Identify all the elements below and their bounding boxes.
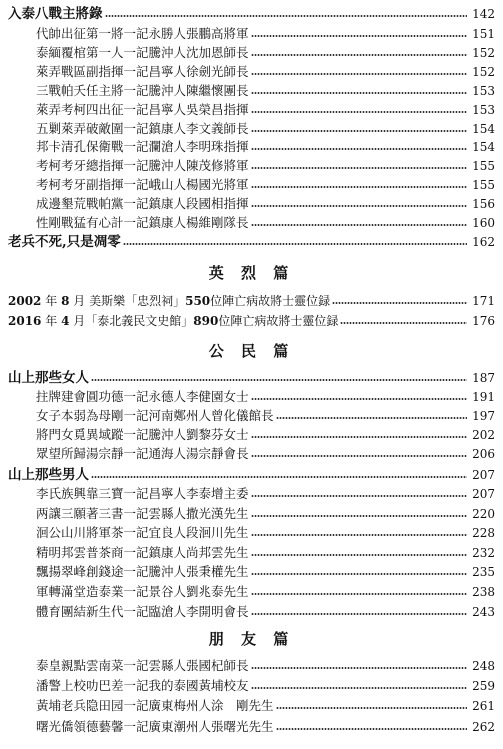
toc-title: 黃埔老兵隐田园一記廣東梅州人涂 剛先生 (36, 698, 274, 714)
toc-page-number: 259 (472, 679, 495, 694)
toc-entry[interactable] (0, 656, 503, 674)
toc-title: 代帥出征第一將一記永勝人張鵬高將軍 (36, 26, 249, 41)
toc-title: 考柯考牙副指揮一記峨山人楊國光將軍 (36, 177, 249, 193)
dot-leader (251, 612, 467, 616)
toc-entry[interactable] (0, 387, 503, 405)
toc-title: 2002 年 8 月 美斯樂「忠烈祠」550位陣亡病故將士靈位録 (8, 294, 331, 308)
toc-title: 萊弄戰區副指揮一記昌寧人徐劍光師長 (36, 63, 249, 79)
toc-title: 體育團結新生代一記臨滄人李開明會長 (36, 603, 249, 619)
dot-leader (251, 204, 467, 208)
dot-leader (251, 666, 467, 670)
toc-page-number: 152 (472, 64, 495, 79)
toc-title: 成邊墾荒戰帕黨一記鎮康人段國相指揮 (36, 196, 249, 212)
dot-leader (251, 572, 467, 576)
dot-leader (251, 592, 467, 596)
dot-leader (332, 301, 467, 305)
toc-entry[interactable] (0, 504, 503, 522)
toc-title: 眾望所歸湯宗靜一記通海人湯宗靜會長 (36, 446, 249, 461)
toc-page-number: 207 (472, 468, 495, 482)
toc-title: 萊弄考柯四出征一記昌寧人吳榮昌指揮 (36, 101, 249, 117)
toc-page-number: 220 (472, 506, 495, 521)
toc-entry[interactable] (0, 602, 503, 620)
toc-entry[interactable] (0, 119, 503, 137)
toc-title: 潘警上校叻巴差一記我的泰國黃埔校友 (36, 678, 249, 694)
toc-entry[interactable] (0, 62, 503, 80)
toc-title: 山上那些女人 (8, 370, 89, 386)
dot-leader (251, 91, 467, 95)
toc-entry-year-2002[interactable] (0, 291, 503, 309)
part-heading-heroes: 英 烈 篇 (208, 264, 295, 282)
toc-title: 入泰八戰主將錄 (8, 6, 103, 22)
toc-title: 泰皇親點雲南菜一記雲縣人張國杞師長 (36, 658, 249, 673)
toc-title: 飄揚翠峰創錢途一記騰沖人張秉權先生 (36, 564, 249, 580)
toc-title: 五剿萊弄破敵圍一記鎮康人李文義師長 (36, 120, 249, 136)
dot-leader (276, 706, 467, 710)
toc-title: 李氏族興靠三寶一記昌寧人李泰增主委 (36, 486, 249, 501)
toc-entry[interactable] (0, 562, 503, 580)
part-heading-citizens: 公 民 篇 (208, 342, 295, 360)
toc-page-number: 197 (472, 409, 495, 423)
toc-entry[interactable] (0, 81, 503, 99)
toc-title: 曙光僑領德藝馨一記廣東潮州人張曙光先生 (36, 718, 274, 734)
toc-entry[interactable] (0, 717, 503, 735)
dot-leader (251, 553, 467, 557)
toc-entry[interactable] (0, 543, 503, 561)
toc-title: 邦卡清孔保衛戰一記瀾滄人李明珠指揮 (36, 139, 249, 155)
dot-leader (91, 378, 467, 382)
toc-entry[interactable] (0, 406, 503, 424)
dot-leader (251, 53, 467, 57)
toc-title: 性剛戰猛有心計一記鎮康人楊維剛隊長 (36, 215, 249, 230)
dot-leader (340, 321, 467, 325)
toc-title: 老兵不死,只是凋零 (8, 234, 121, 250)
toc-page-number: 151 (472, 27, 495, 41)
toc-entry[interactable] (0, 175, 503, 193)
toc-page-number: 162 (472, 235, 495, 249)
toc-entry[interactable] (0, 194, 503, 212)
toc-title: 洄公山川將軍茶一記宜良人段洄川先生 (36, 525, 249, 541)
toc-title: 山上那些男人 (8, 467, 89, 483)
toc-page-number: 160 (472, 216, 495, 230)
toc-page-number: 248 (472, 659, 495, 673)
toc-entry[interactable] (0, 582, 503, 600)
toc-entry[interactable] (0, 696, 503, 714)
dot-leader (251, 110, 467, 114)
toc-page-number: 238 (472, 585, 495, 599)
part-heading-friends: 朋 友 篇 (208, 630, 295, 648)
toc-entry[interactable] (0, 43, 503, 61)
toc-page-number: 154 (472, 140, 495, 155)
dot-leader (123, 242, 467, 246)
dot-leader (251, 397, 467, 401)
toc-page-number: 176 (472, 314, 495, 328)
dot-leader (251, 494, 467, 498)
toc-title: 泰緬覆棺第一人一記騰沖人沈加恩師長 (36, 44, 249, 60)
dot-leader (251, 223, 467, 227)
toc-entry[interactable] (0, 100, 503, 118)
dot-leader (91, 475, 467, 479)
toc-title: 三戰帕夭任主將一記騰沖人陳繼懷團長 (36, 82, 249, 98)
toc-entry[interactable] (0, 425, 503, 443)
toc-page-number: 153 (472, 83, 495, 98)
toc-page-number: 228 (472, 526, 495, 541)
toc-section-a[interactable] (0, 4, 503, 22)
dot-leader (251, 147, 467, 151)
dot-leader (251, 166, 467, 170)
toc-page-number: 171 (472, 294, 495, 308)
dot-leader (251, 435, 467, 439)
toc-entry[interactable] (0, 213, 503, 231)
dot-leader (251, 72, 467, 76)
dot-leader (105, 14, 468, 18)
dot-leader (251, 185, 467, 189)
dot-leader (251, 454, 467, 458)
toc-page-number: 142 (472, 7, 495, 21)
toc-page-number: 202 (472, 428, 495, 442)
toc-page-number: 235 (472, 565, 495, 580)
dot-leader (251, 129, 467, 133)
toc-page-number: 155 (472, 178, 495, 193)
toc-page-number: 154 (472, 121, 495, 136)
toc-page-number: 155 (472, 159, 495, 174)
toc-section-d[interactable] (0, 465, 503, 483)
toc-page-number: 261 (472, 699, 495, 714)
toc-title: 將門女覓異域蹤一記騰沖人劉黎芬女士 (36, 427, 249, 442)
toc-entry[interactable] (0, 676, 503, 694)
toc-page-number: 262 (472, 719, 495, 734)
toc-page-number: 152 (472, 45, 495, 60)
toc-entry-year-2016[interactable] (0, 311, 503, 329)
toc-title: 女子本弱為母剛一記河南鄭州人曾化儀館長 (36, 408, 274, 423)
dot-leader (251, 34, 467, 38)
toc-title: 2016 年 4 月「泰北義民文史館」890位陣亡病故將士靈位録 (8, 314, 339, 328)
toc-entry[interactable] (0, 484, 503, 502)
toc-page-number: 232 (472, 545, 495, 560)
dot-leader (276, 416, 467, 420)
dot-leader (251, 533, 467, 537)
toc-entry[interactable] (0, 24, 503, 42)
toc-title: 拄牌建會圓功德一記永德人李健園女士 (36, 389, 249, 404)
toc-section-b[interactable] (0, 232, 503, 250)
dot-leader (276, 727, 467, 731)
toc-title: 考柯考牙總指揮一記騰沖人陳茂修將軍 (36, 158, 249, 174)
toc-page-number: 156 (472, 197, 495, 212)
toc-entry[interactable] (0, 156, 503, 174)
toc-title: 精明邦雲普茶商一記鎮康人尚邦雲先生 (36, 544, 249, 560)
dot-leader (251, 514, 467, 518)
toc-page-number: 153 (472, 102, 495, 117)
toc-page-number: 206 (472, 447, 495, 461)
toc-entry[interactable] (0, 444, 503, 462)
toc-page-number: 187 (472, 371, 495, 385)
toc-title: 軍轉滿堂造泰業一記景谷人劉兆泰先生 (36, 584, 249, 599)
toc-page-number: 191 (472, 390, 495, 404)
toc-page-number: 243 (472, 604, 495, 619)
toc-page-number: 207 (472, 487, 495, 501)
toc-entry[interactable] (0, 523, 503, 541)
toc-section-c[interactable] (0, 368, 503, 386)
toc-entry[interactable] (0, 137, 503, 155)
toc-title: 两讓三願著三書一記雲縣人撒光漢先生 (36, 505, 249, 521)
dot-leader (251, 686, 467, 690)
